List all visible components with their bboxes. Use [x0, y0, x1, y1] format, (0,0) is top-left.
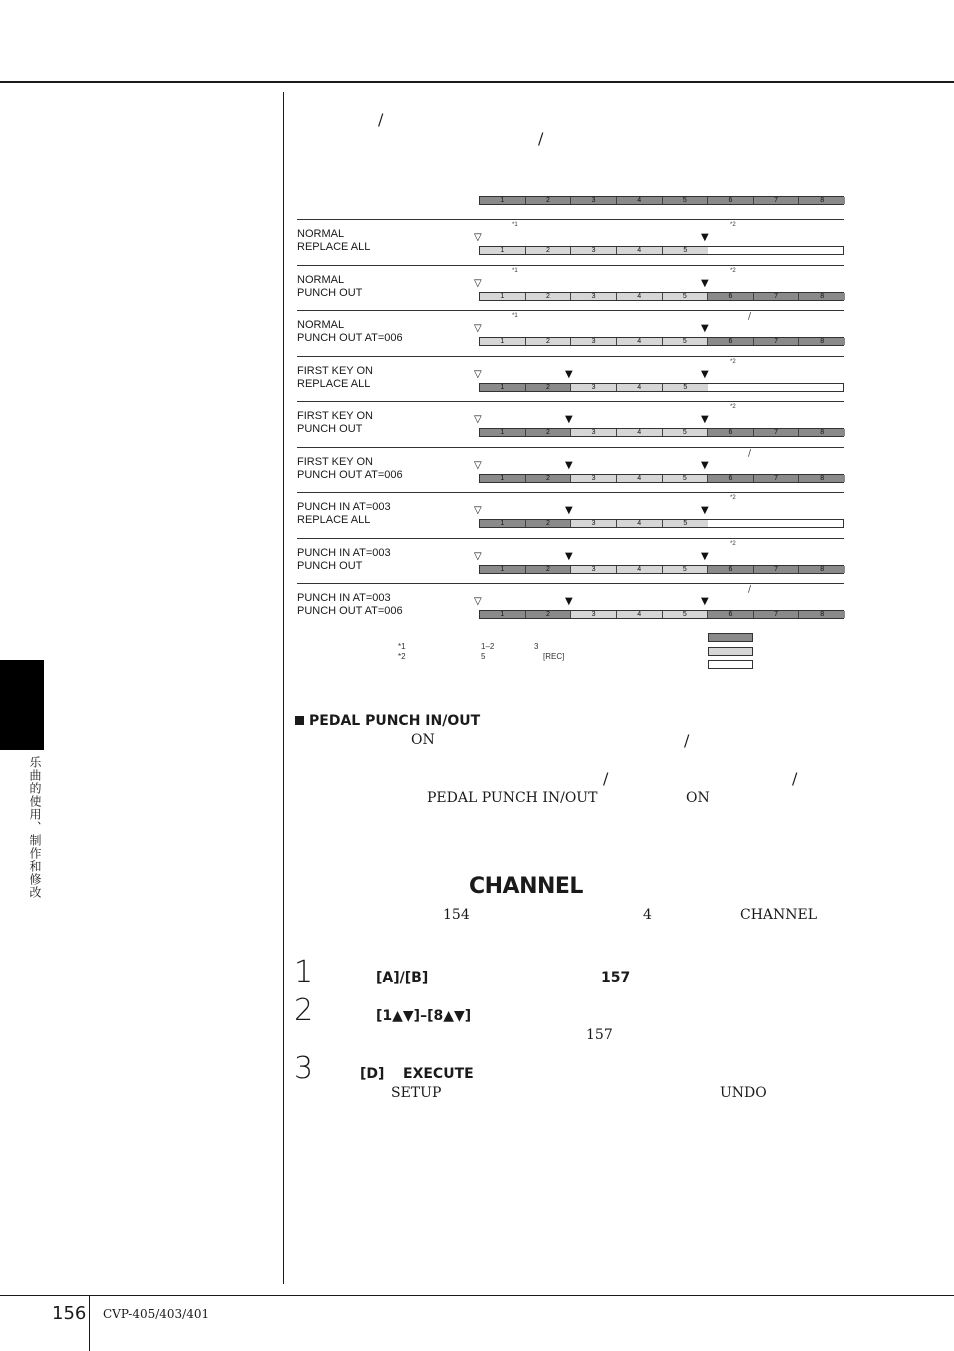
- footnote-rec: [REC]: [543, 652, 565, 661]
- punch-out-marker-icon: ▼: [701, 232, 709, 243]
- row-label-line1: NORMAL: [297, 319, 345, 331]
- punch-in-marker-icon: ▼: [565, 551, 573, 562]
- row-label-line1: FIRST KEY ON: [297, 456, 374, 468]
- row-separator: [297, 538, 844, 539]
- start-marker-icon: ▽: [474, 278, 482, 289]
- row-bar: [479, 337, 844, 346]
- start-marker-icon: ▽: [474, 323, 482, 334]
- row-bar-cell: 3: [571, 475, 617, 482]
- row-bar-cell: 3: [571, 566, 617, 573]
- row-bar-cell: 3: [571, 338, 617, 345]
- row-bar-cell: 4: [617, 429, 663, 436]
- start-marker-icon: ▽: [474, 369, 482, 380]
- row-bar-cell: 3: [571, 520, 617, 527]
- row-bar-cell: 5: [663, 293, 709, 300]
- row-bar-cell: 8: [799, 429, 845, 436]
- step-3-action: EXECUTE: [403, 1066, 474, 1082]
- row-bar-cell: 7: [754, 338, 800, 345]
- punch-out-marker-icon: ▼: [701, 551, 709, 562]
- row-separator: [297, 310, 844, 311]
- row-bar-cell: 6: [708, 566, 754, 573]
- row-note-right: *2: [730, 495, 736, 501]
- row-separator: [297, 447, 844, 448]
- row-bar-cell: 3: [571, 611, 617, 618]
- header-cell: 5: [663, 197, 709, 204]
- row-label-line2: REPLACE ALL: [297, 241, 371, 253]
- row-bar-cell: 5: [663, 338, 709, 345]
- row-label-line2: REPLACE ALL: [297, 514, 371, 526]
- row-separator: [297, 401, 844, 402]
- row-label-line2: PUNCH OUT AT=006: [297, 605, 403, 617]
- row-label-line1: PUNCH IN AT=003: [297, 547, 391, 559]
- row-bar-cell: 8: [799, 611, 845, 618]
- row-bar: [479, 383, 844, 392]
- row-label-line2: PUNCH OUT AT=006: [297, 332, 403, 344]
- pedal-on-1: ON: [411, 732, 435, 748]
- row-bar-cell: 3: [571, 429, 617, 436]
- punch-in-marker-icon: ▼: [565, 596, 573, 607]
- column-rule: [283, 92, 284, 1284]
- row-bar-cell: 2: [526, 520, 572, 527]
- row-bar-cell: 6: [708, 429, 754, 436]
- row-note-right: /: [748, 449, 752, 459]
- row-bar-cell: 5: [663, 384, 709, 391]
- step-2-number: 2: [294, 993, 314, 1028]
- row-bar-cell: 5: [663, 247, 709, 254]
- row-label-line2: REPLACE ALL: [297, 378, 371, 390]
- row-bar: [479, 565, 844, 574]
- row-note-right: *2: [730, 268, 736, 274]
- row-separator: [297, 265, 844, 266]
- row-bar-cell: 6: [708, 338, 754, 345]
- page-number: 156: [52, 1303, 87, 1324]
- legend-light: [708, 647, 753, 656]
- row-bar-cell: 4: [617, 611, 663, 618]
- footnote-range: 1–2: [481, 642, 495, 651]
- header-cell: 2: [526, 197, 572, 204]
- start-marker-icon: ▽: [474, 460, 482, 471]
- punch-out-marker-icon: ▼: [701, 596, 709, 607]
- row-bar-cell: 7: [754, 611, 800, 618]
- row-bar-cell: 4: [617, 384, 663, 391]
- pedal-slash-a: /: [684, 731, 690, 750]
- row-bar-cell: 1: [480, 429, 526, 436]
- row-bar-cell: 2: [526, 566, 572, 573]
- row-bar: [479, 246, 844, 255]
- row-bar-cell: 1: [480, 384, 526, 391]
- footnote-five: 5: [481, 652, 486, 661]
- row-bar-cell: 8: [799, 566, 845, 573]
- footnote-three: 3: [534, 642, 539, 651]
- row-bar-cell: 4: [617, 475, 663, 482]
- footnote-mark-1: *1: [398, 642, 406, 651]
- step-2-key: [1▲▼]–[8▲▼]: [376, 1008, 472, 1024]
- pedal-heading-text: PEDAL PUNCH IN/OUT: [309, 713, 481, 729]
- row-bar-cell: 1: [480, 293, 526, 300]
- row-note-left: *1: [512, 313, 518, 319]
- row-label-line1: PUNCH IN AT=003: [297, 501, 391, 513]
- row-bar: [479, 292, 844, 301]
- start-marker-icon: ▽: [474, 414, 482, 425]
- row-bar-cell: 5: [663, 475, 709, 482]
- row-bar-cell: 2: [526, 611, 572, 618]
- header-cell: 7: [754, 197, 800, 204]
- punch-out-marker-icon: ▼: [701, 278, 709, 289]
- row-bar-cell: 4: [617, 247, 663, 254]
- row-separator: [297, 356, 844, 357]
- row-bar-cell: 4: [617, 566, 663, 573]
- intro-slash-1: /: [378, 110, 384, 129]
- row-bar-cell: 4: [617, 338, 663, 345]
- row-label-line2: PUNCH OUT AT=006: [297, 469, 403, 481]
- row-bar-cell: 2: [526, 384, 572, 391]
- row-note-left: *1: [512, 268, 518, 274]
- start-marker-icon: ▽: [474, 232, 482, 243]
- top-rule: [0, 81, 954, 83]
- pedal-slash-c: /: [792, 769, 798, 788]
- channel-heading: CHANNEL: [469, 874, 583, 899]
- row-label-line2: PUNCH OUT: [297, 287, 363, 299]
- row-note-right: *2: [730, 404, 736, 410]
- header-cell: 8: [799, 197, 845, 204]
- row-bar-cell: 6: [708, 475, 754, 482]
- punch-in-marker-icon: ▼: [565, 369, 573, 380]
- start-marker-icon: ▽: [474, 551, 482, 562]
- start-marker-icon: ▽: [474, 596, 482, 607]
- row-separator: [297, 219, 844, 220]
- row-bar-cell: 2: [526, 247, 572, 254]
- header-cell: 1: [480, 197, 526, 204]
- row-bar: [479, 474, 844, 483]
- punch-in-marker-icon: ▼: [565, 414, 573, 425]
- row-bar-cell: 2: [526, 475, 572, 482]
- row-bar-cell: 1: [480, 520, 526, 527]
- punch-out-marker-icon: ▼: [701, 460, 709, 471]
- step-1-key: [A]/[B]: [376, 970, 429, 986]
- row-bar-cell: 4: [617, 293, 663, 300]
- row-bar-cell: 1: [480, 247, 526, 254]
- channel-four: 4: [643, 907, 652, 923]
- step-1-number: 1: [294, 955, 314, 990]
- row-note-right: /: [748, 312, 752, 322]
- row-bar: [479, 519, 844, 528]
- pedal-heading: [295, 710, 480, 729]
- punch-in-marker-icon: ▼: [565, 460, 573, 471]
- header-cell: 3: [571, 197, 617, 204]
- footnote-mark-2: *2: [398, 652, 406, 661]
- footer-divider: [89, 1296, 90, 1351]
- legend-dark: [708, 633, 753, 642]
- row-separator: [297, 492, 844, 493]
- row-bar-cell: 3: [571, 293, 617, 300]
- legend-empty: [708, 660, 753, 669]
- step-1-ref: 157: [601, 970, 631, 986]
- channel-page-ref: 154: [443, 907, 470, 923]
- row-bar-cell: 4: [617, 520, 663, 527]
- punch-out-marker-icon: ▼: [701, 323, 709, 334]
- header-bar: [479, 196, 844, 205]
- pedal-on-2: ON: [686, 790, 710, 806]
- row-note-right: *2: [730, 541, 736, 547]
- row-label-line1: NORMAL: [297, 228, 345, 240]
- pedal-ref: PEDAL PUNCH IN/OUT: [427, 790, 598, 806]
- row-separator: [297, 583, 844, 584]
- square-bullet-icon: [295, 716, 304, 725]
- row-label-line1: NORMAL: [297, 274, 345, 286]
- row-label-line2: PUNCH OUT: [297, 560, 363, 572]
- row-bar-cell: 6: [708, 611, 754, 618]
- row-bar-cell: 6: [708, 293, 754, 300]
- row-bar-cell: 5: [663, 611, 709, 618]
- row-bar: [479, 610, 844, 619]
- start-marker-icon: ▽: [474, 505, 482, 516]
- chapter-tab: [0, 660, 44, 750]
- row-label-line2: PUNCH OUT: [297, 423, 363, 435]
- row-bar-cell: 1: [480, 611, 526, 618]
- row-bar-cell: 2: [526, 293, 572, 300]
- row-note-right: *2: [730, 359, 736, 365]
- row-label-line1: PUNCH IN AT=003: [297, 592, 391, 604]
- row-bar-cell: 2: [526, 338, 572, 345]
- row-label-line1: FIRST KEY ON: [297, 410, 374, 422]
- intro-slash-2: /: [538, 129, 544, 148]
- step-3-key: [D]: [360, 1066, 385, 1082]
- row-bar-cell: 7: [754, 566, 800, 573]
- footer-rule: [0, 1295, 954, 1296]
- row-bar-cell: 5: [663, 429, 709, 436]
- row-note-right: *2: [730, 222, 736, 228]
- punch-out-marker-icon: ▼: [701, 505, 709, 516]
- row-bar-cell: 7: [754, 475, 800, 482]
- row-bar-cell: 1: [480, 475, 526, 482]
- punch-out-marker-icon: ▼: [701, 414, 709, 425]
- step-3-undo: UNDO: [720, 1085, 767, 1101]
- model-name: CVP-405/403/401: [103, 1307, 210, 1321]
- row-bar-cell: 1: [480, 566, 526, 573]
- header-cell: 6: [708, 197, 754, 204]
- header-cell: 4: [617, 197, 663, 204]
- row-bar-cell: 7: [754, 429, 800, 436]
- step-3-number: 3: [294, 1051, 314, 1086]
- row-note-left: *1: [512, 222, 518, 228]
- row-bar-cell: 3: [571, 384, 617, 391]
- row-bar-cell: 5: [663, 520, 709, 527]
- punch-in-marker-icon: ▼: [565, 505, 573, 516]
- pedal-slash-b: /: [603, 769, 609, 788]
- punch-out-marker-icon: ▼: [701, 369, 709, 380]
- row-bar-cell: 5: [663, 566, 709, 573]
- row-bar: [479, 428, 844, 437]
- row-bar-cell: 1: [480, 338, 526, 345]
- row-bar-cell: 8: [799, 293, 845, 300]
- chapter-title: 乐曲的使用、制作和修改: [28, 756, 42, 899]
- row-bar-cell: 8: [799, 475, 845, 482]
- row-label-line1: FIRST KEY ON: [297, 365, 374, 377]
- row-bar-cell: 7: [754, 293, 800, 300]
- row-bar-cell: 8: [799, 338, 845, 345]
- row-bar-cell: 2: [526, 429, 572, 436]
- row-note-right: /: [748, 585, 752, 595]
- channel-word: CHANNEL: [740, 907, 818, 923]
- row-bar-cell: 3: [571, 247, 617, 254]
- step-3-setup: SETUP: [391, 1085, 442, 1101]
- step-2-ref: 157: [586, 1027, 613, 1043]
